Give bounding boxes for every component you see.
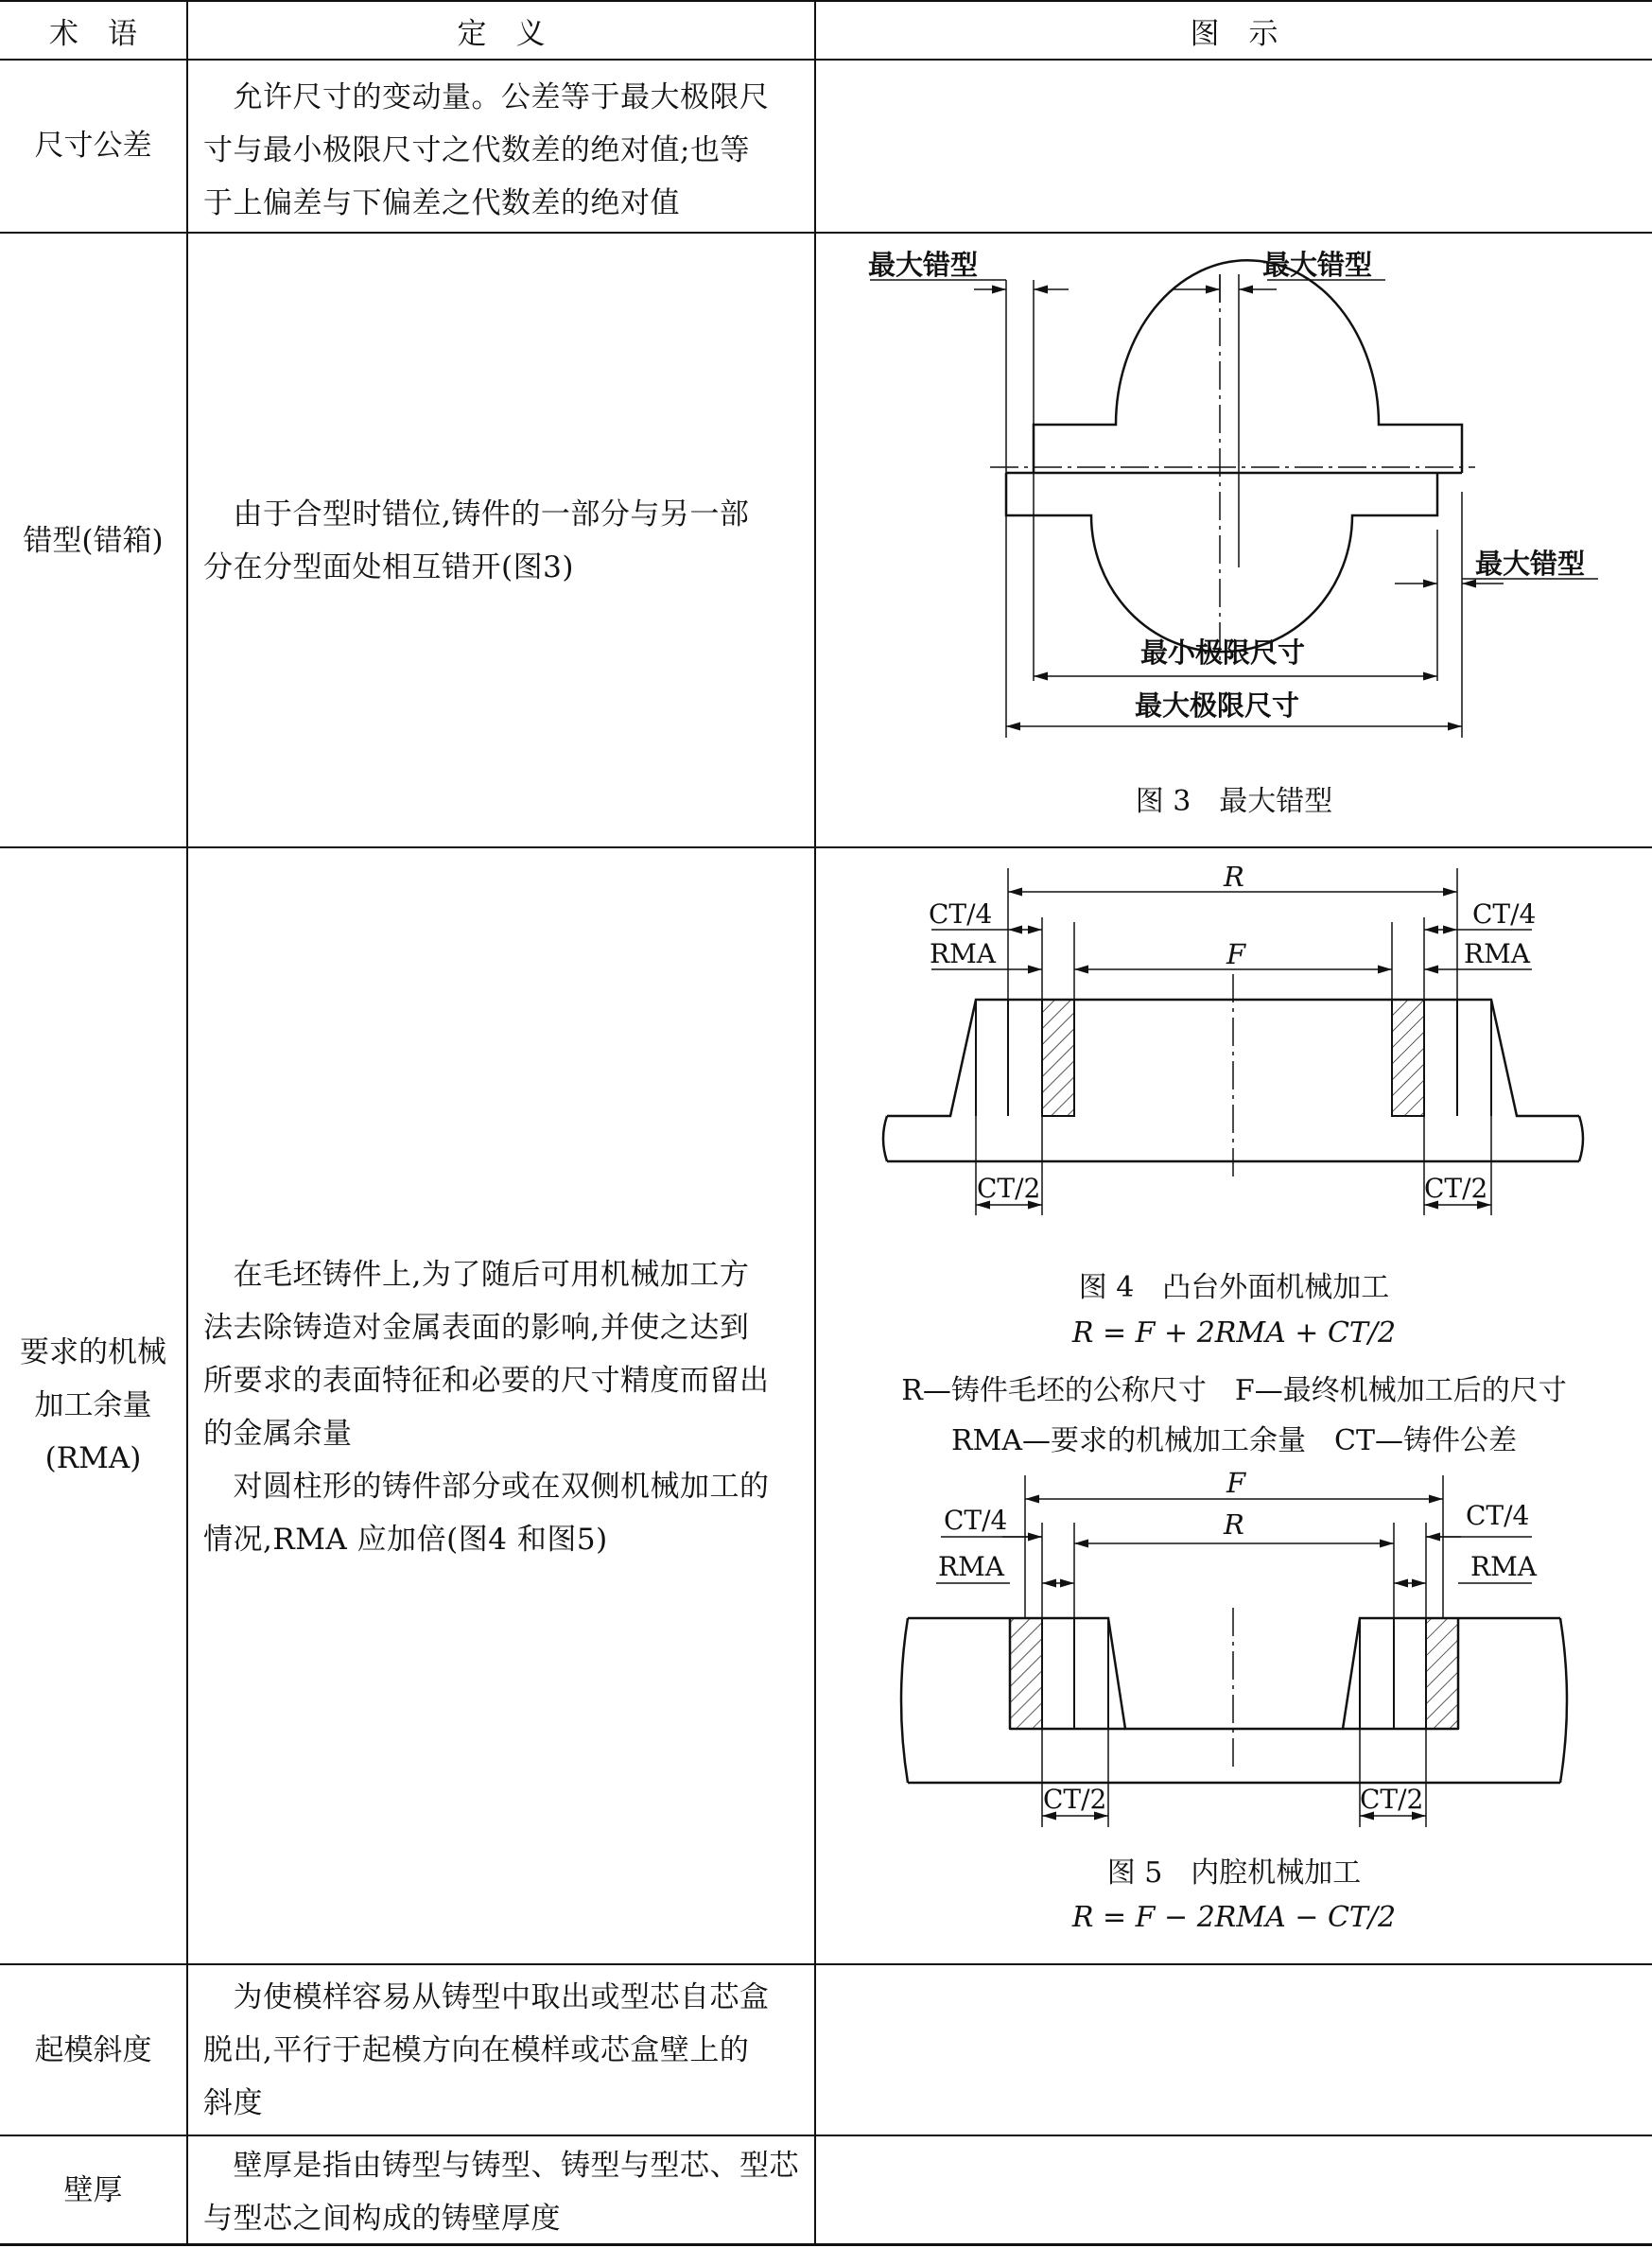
figure-5-cavity-machining-diagram bbox=[879, 1456, 1579, 1835]
figure-3-mismatch-diagram bbox=[832, 236, 1636, 766]
term-cell bbox=[0, 2024, 186, 2077]
definition-line: 允许尺寸的变动量。公差等于最大极限尺 bbox=[203, 80, 770, 114]
term-cell bbox=[0, 2164, 186, 2217]
dimension-arrows bbox=[1002, 1499, 1461, 1816]
cavity-inner-lines bbox=[1042, 1618, 1426, 1729]
table-top-rule bbox=[0, 0, 1652, 2]
definition-line: 情况,RMA 应加倍(图4 和图5) bbox=[203, 1523, 608, 1557]
definition-cell bbox=[203, 71, 809, 230]
row-rule bbox=[0, 846, 1652, 848]
casting-outline bbox=[1006, 260, 1462, 652]
definition-line: 在毛坯铸件上,为了随后可用机械加工方 bbox=[203, 1258, 750, 1292]
definition-line: 壁厚是指由铸型与铸型、铸型与型芯、型芯 bbox=[203, 2149, 799, 2183]
header-definition: 定 义 bbox=[457, 17, 546, 51]
label-rma-right: RMA bbox=[1464, 938, 1530, 969]
rma-hatch-right bbox=[1392, 1000, 1424, 1116]
label-rma-left: RMA bbox=[938, 1551, 1004, 1582]
label-max-limit-size: 最大极限尺寸 bbox=[1135, 689, 1300, 722]
term-cell bbox=[0, 1326, 186, 1485]
label-ct2-right: CT/2 bbox=[1360, 1784, 1424, 1815]
column-rule bbox=[186, 0, 188, 2246]
rma-hatch-left bbox=[1042, 1000, 1074, 1116]
figure-3-caption: 图 3 最大错型 bbox=[1135, 785, 1333, 818]
label-max-mismatch: 最大错型 bbox=[868, 249, 979, 281]
figure-5-formula: R = F − 2RMA − CT/2 bbox=[1071, 1901, 1397, 1934]
figure-4-caption: 图 4 凸台外面机械加工 bbox=[1078, 1271, 1390, 1304]
label-ct4-right: CT/4 bbox=[1466, 1500, 1530, 1531]
figure-4-legend-line: R—铸件毛坯的公称尺寸 F—最终机械加工后的尺寸 bbox=[901, 1374, 1567, 1407]
definition-cell bbox=[203, 1248, 809, 1566]
definition-cell bbox=[203, 488, 809, 594]
extension-lines bbox=[931, 868, 1532, 1215]
definition-line: 对圆柱形的铸件部分或在双侧机械加工的 bbox=[203, 1470, 770, 1504]
definition-cell bbox=[203, 2139, 809, 2245]
label-F: F bbox=[1226, 1467, 1246, 1499]
figure-4-legend-line: RMA—要求的机械加工余量 CT—铸件公差 bbox=[951, 1424, 1517, 1457]
header-term: 术 语 bbox=[49, 17, 137, 51]
rma-hatch-right bbox=[1426, 1618, 1458, 1729]
definition-line: 的金属余量 bbox=[203, 1417, 353, 1451]
figure-5-caption: 图 5 内腔机械加工 bbox=[1106, 1856, 1362, 1890]
term-text: 错型(错箱) bbox=[23, 524, 164, 558]
header-figure: 图 示 bbox=[1190, 17, 1278, 51]
cavity-outline bbox=[901, 1618, 1567, 1783]
label-rma-left: RMA bbox=[930, 938, 996, 969]
term-text: 要求的机械 bbox=[20, 1335, 166, 1369]
definition-line: 法去除铸造对金属表面的影响,并使之达到 bbox=[203, 1311, 750, 1345]
definition-line: 与型芯之间构成的铸壁厚度 bbox=[203, 2202, 561, 2236]
label-min-limit-size: 最小极限尺寸 bbox=[1140, 636, 1306, 669]
definition-cell bbox=[203, 1971, 809, 2130]
definition-line: 斜度 bbox=[203, 2086, 263, 2120]
term-text: (RMA) bbox=[44, 1441, 142, 1475]
label-ct4-left: CT/4 bbox=[929, 898, 993, 930]
row-rule bbox=[0, 1963, 1652, 1965]
rma-hatch-left bbox=[1010, 1618, 1042, 1729]
header-rule bbox=[0, 59, 1652, 61]
term-text: 起模斜度 bbox=[34, 2033, 152, 2067]
label-ct4-right: CT/4 bbox=[1472, 898, 1537, 930]
label-ct2-left: CT/2 bbox=[977, 1173, 1041, 1204]
centerlines bbox=[990, 274, 1475, 662]
row-rule bbox=[0, 2135, 1652, 2136]
term-cell bbox=[0, 119, 186, 172]
term-text: 尺寸公差 bbox=[34, 129, 152, 163]
label-R: R bbox=[1224, 861, 1244, 893]
label-F: F bbox=[1226, 938, 1246, 970]
definition-line: 由于合型时错位,铸件的一部分与另一部 bbox=[203, 497, 750, 532]
figure-4-formula: R = F + 2RMA + CT/2 bbox=[1071, 1316, 1397, 1350]
label-R: R bbox=[1224, 1508, 1244, 1541]
term-text: 加工余量 bbox=[34, 1388, 152, 1422]
row-rule bbox=[0, 232, 1652, 234]
definition-line: 于上偏差与下偏差之代数差的绝对值 bbox=[203, 186, 680, 220]
figure-4-boss-machining-diagram bbox=[851, 856, 1608, 1248]
label-ct2-right: CT/2 bbox=[1424, 1173, 1488, 1204]
term-text: 壁厚 bbox=[63, 2173, 123, 2207]
definition-line: 分在分型面处相互错开(图3) bbox=[203, 550, 574, 584]
label-ct4-left: CT/4 bbox=[944, 1505, 1008, 1536]
label-max-mismatch: 最大错型 bbox=[1262, 249, 1373, 281]
definition-line: 脱出,平行于起模方向在模样或芯盒壁上的 bbox=[203, 2033, 750, 2067]
label-max-mismatch: 最大错型 bbox=[1475, 548, 1586, 580]
definition-line: 寸与最小极限尺寸之代数差的绝对值;也等 bbox=[203, 133, 750, 167]
term-cell bbox=[0, 514, 186, 567]
definition-line: 所要求的表面特征和必要的尺寸精度而留出 bbox=[203, 1364, 770, 1398]
definition-line: 为使模样容易从铸型中取出或型芯自芯盒 bbox=[203, 1980, 770, 2014]
label-ct2-left: CT/2 bbox=[1043, 1784, 1107, 1815]
label-rma-right: RMA bbox=[1470, 1551, 1537, 1582]
